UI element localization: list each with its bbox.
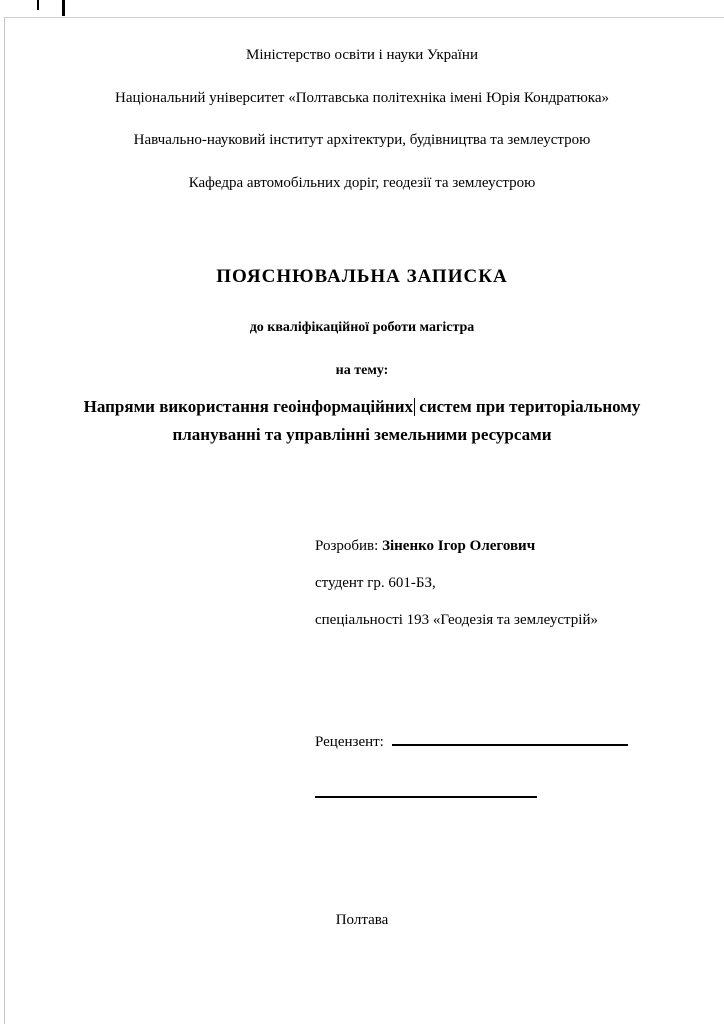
document-title: ПОЯСНЮВАЛЬНА ЗАПИСКА xyxy=(216,266,508,287)
author-line-1 xyxy=(315,537,724,555)
reviewer-block xyxy=(315,734,724,798)
author-line-2: студент гр. 601-БЗ, xyxy=(315,575,436,591)
author-label: Розробив: xyxy=(315,538,383,554)
document-subtitle: до кваліфікаційної роботи магістра xyxy=(249,320,475,335)
ministry-line: Міністерство освіти і науки України xyxy=(245,47,478,63)
city-line: Полтава xyxy=(335,912,389,928)
thesis-topic xyxy=(82,393,642,449)
thesis-topic-text-before: Напрями використання геоінформаційних xyxy=(83,397,414,416)
institute-line: Навчально-науковий інститут архітектури, будівництва та землеустрою xyxy=(133,132,591,148)
university-line: Національний університет «Полтавська політехніка імені Юрія Кондратюка» xyxy=(114,90,609,106)
signature-line xyxy=(392,743,628,746)
author-name: Зіненко Ігор Олегович xyxy=(382,538,536,554)
author-line-3: спеціальності 193 «Геодезія та землеустрій» xyxy=(315,612,598,628)
thesis-topic-text-after: систем при територіальному плануванні та управлінні земельними ресурсами xyxy=(172,397,641,444)
signature-line xyxy=(315,795,537,798)
author-block xyxy=(315,537,724,629)
reviewer-line xyxy=(315,734,724,751)
department-line: Кафедра автомобільних доріг, геодезії та землеустрою xyxy=(188,175,536,191)
reviewer-label: Рецензент: xyxy=(315,734,388,750)
topic-label: на тему: xyxy=(335,363,389,378)
